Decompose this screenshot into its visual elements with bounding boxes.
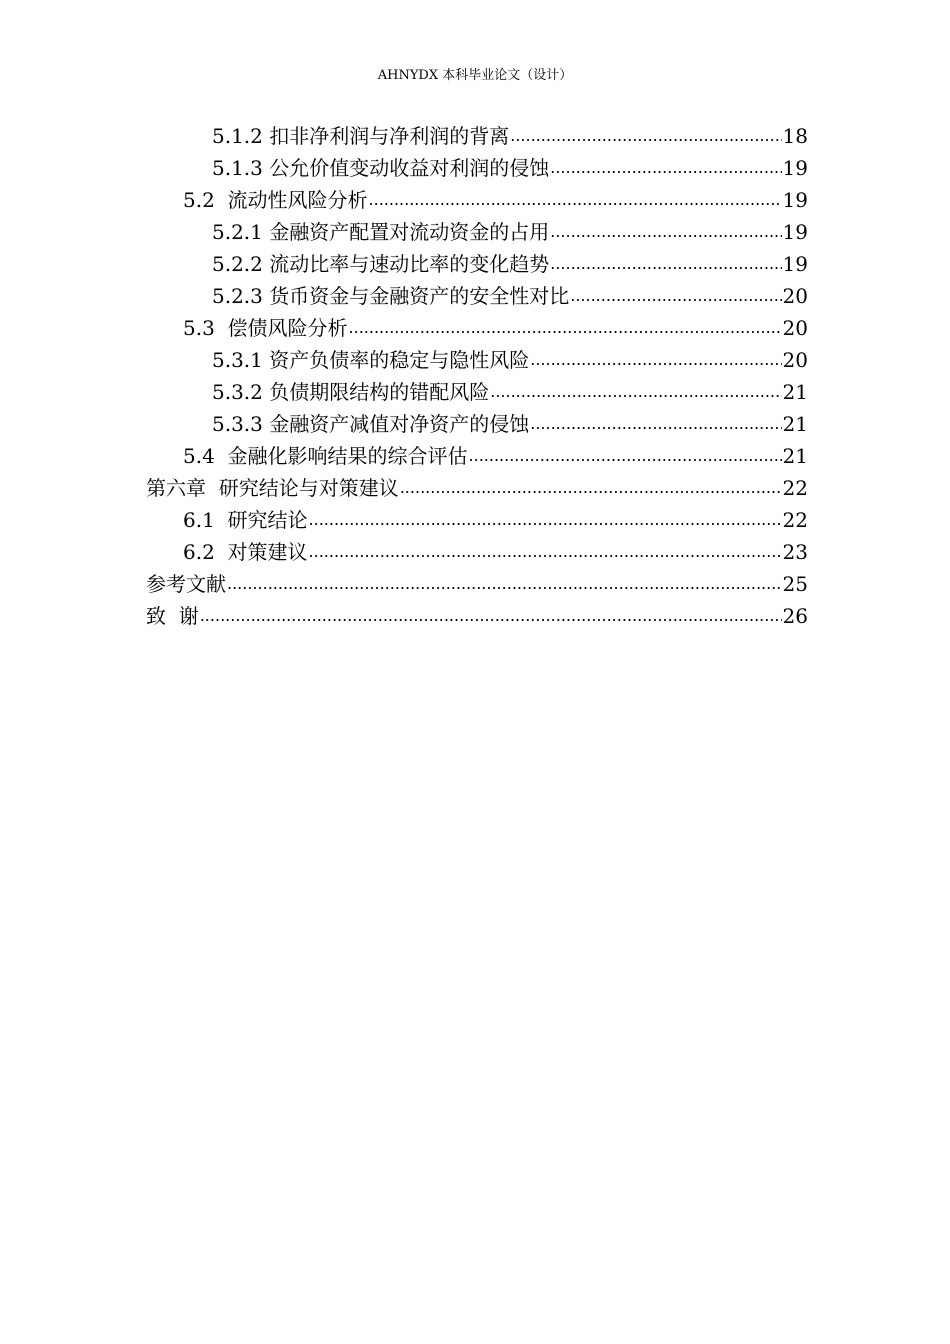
- toc-entry-number: 5.2.1: [212, 220, 263, 244]
- toc-entry-title: [212, 218, 549, 246]
- toc-entry-label: 流动比率与速动比率的变化趋势: [269, 252, 550, 276]
- toc-entry-separator: [215, 444, 228, 468]
- toc-dot-leader: [349, 317, 782, 339]
- toc-dot-leader: [227, 573, 782, 595]
- table-of-contents: [146, 118, 808, 630]
- toc-page-number: 19: [782, 252, 808, 276]
- page-header: AHNYDX 本科毕业论文（设计）: [377, 68, 573, 83]
- toc-entry-title: [212, 122, 509, 150]
- toc-page-number: 19: [782, 220, 808, 244]
- toc-entry-title: [212, 282, 569, 310]
- toc-entry-label: 负债期限结构的错配风险: [269, 380, 490, 404]
- toc-entry-label: 公允价值变动收益对利润的侵蚀: [269, 156, 550, 180]
- toc-dot-leader: [550, 157, 781, 179]
- toc-entry-label: 研究结论与对策建议: [218, 476, 399, 500]
- toc-entry-number: 5.1.2: [212, 124, 263, 148]
- toc-dot-leader: [570, 285, 781, 307]
- toc-entry-separator: [215, 316, 228, 340]
- toc-dot-leader: [400, 477, 782, 499]
- toc-entry-title: [183, 186, 368, 214]
- toc-page-number: 22: [782, 476, 808, 500]
- toc-entry-separator: [215, 540, 228, 564]
- toc-entry[interactable]: [146, 438, 808, 470]
- toc-dot-leader: [200, 605, 782, 627]
- toc-page-number: 26: [782, 604, 808, 628]
- toc-page-number: 20: [782, 316, 808, 340]
- toc-dot-leader: [530, 349, 781, 371]
- toc-entry[interactable]: [146, 502, 808, 534]
- toc-entry-number: 5.1.3: [212, 156, 263, 180]
- toc-page-number: 22: [782, 508, 808, 532]
- toc-entry-number: 5.3.1: [212, 348, 263, 372]
- toc-page-number: 23: [782, 540, 808, 564]
- toc-page-number: 21: [782, 412, 808, 436]
- toc-entry-title: [212, 346, 529, 374]
- toc-entry[interactable]: [146, 374, 808, 406]
- toc-entry-number: 5.4: [183, 444, 215, 468]
- toc-entry-title: [212, 250, 549, 278]
- toc-entry-title: [146, 474, 399, 502]
- toc-page-number: 19: [782, 188, 808, 212]
- toc-entry[interactable]: [146, 598, 808, 630]
- toc-dot-leader: [309, 541, 782, 563]
- toc-page-number: 20: [782, 348, 808, 372]
- toc-entry-number: 6.2: [183, 540, 215, 564]
- toc-entry-label: 资产负债率的稳定与隐性风险: [269, 348, 530, 372]
- toc-entry-title: [183, 314, 348, 342]
- toc-entry-number: 5.2: [183, 188, 215, 212]
- toc-entry[interactable]: [146, 150, 808, 182]
- toc-page-number: 21: [782, 444, 808, 468]
- toc-entry-label: 偿债风险分析: [227, 316, 348, 340]
- toc-page-number: 18: [782, 124, 808, 148]
- toc-entry-title: [146, 602, 199, 630]
- toc-entry-label: 参考文献: [146, 572, 226, 596]
- toc-entry-number: 5.3.3: [212, 412, 263, 436]
- toc-entry-label: 金融资产减值对净资产的侵蚀: [269, 412, 530, 436]
- toc-entry[interactable]: [146, 534, 808, 566]
- toc-dot-leader: [550, 253, 781, 275]
- toc-entry-title: [212, 378, 489, 406]
- toc-entry-label: 金融化影响结果的综合评估: [227, 444, 468, 468]
- toc-entry-separator: [206, 476, 219, 500]
- toc-entry-separator: [215, 508, 228, 532]
- toc-dot-leader: [369, 189, 782, 211]
- toc-dot-leader: [490, 381, 781, 403]
- toc-entry[interactable]: [146, 118, 808, 150]
- toc-page-number: 21: [782, 380, 808, 404]
- toc-entry-label: 研究结论: [227, 508, 308, 532]
- toc-entry[interactable]: [146, 566, 808, 598]
- toc-entry[interactable]: [146, 342, 808, 374]
- toc-entry-title: [212, 410, 529, 438]
- toc-entry-title: [212, 154, 549, 182]
- toc-entry[interactable]: [146, 182, 808, 214]
- toc-entry[interactable]: [146, 406, 808, 438]
- toc-entry-title: [146, 570, 226, 598]
- toc-entry-number: 5.2.2: [212, 252, 263, 276]
- toc-entry[interactable]: [146, 310, 808, 342]
- toc-entry-number: 5.3.2: [212, 380, 263, 404]
- toc-dot-leader: [550, 221, 781, 243]
- toc-dot-leader: [309, 509, 782, 531]
- toc-page-number: 20: [782, 284, 808, 308]
- toc-dot-leader: [530, 413, 781, 435]
- toc-entry-label: 金融资产配置对流动资金的占用: [269, 220, 550, 244]
- toc-dot-leader: [510, 125, 781, 147]
- toc-page-number: 19: [782, 156, 808, 180]
- toc-entry-number: 第六章: [146, 476, 206, 500]
- toc-entry-title: [183, 506, 308, 534]
- toc-dot-leader: [469, 445, 782, 467]
- toc-entry-label: 流动性风险分析: [227, 188, 368, 212]
- toc-entry-number: 5.3: [183, 316, 215, 340]
- toc-entry-number: 6.1: [183, 508, 215, 532]
- toc-entry-number: 5.2.3: [212, 284, 263, 308]
- toc-page-number: 25: [782, 572, 808, 596]
- toc-entry-label: 对策建议: [227, 540, 308, 564]
- toc-entry[interactable]: [146, 470, 808, 502]
- toc-entry-label: 致 谢: [146, 604, 199, 628]
- toc-entry[interactable]: [146, 278, 808, 310]
- toc-entry-label: 货币资金与金融资产的安全性对比: [269, 284, 570, 308]
- toc-entry-title: [183, 442, 468, 470]
- toc-entry-separator: [215, 188, 228, 212]
- toc-entry-title: [183, 538, 308, 566]
- toc-entry[interactable]: [146, 214, 808, 246]
- toc-entry-label: 扣非净利润与净利润的背离: [269, 124, 510, 148]
- toc-entry[interactable]: [146, 246, 808, 278]
